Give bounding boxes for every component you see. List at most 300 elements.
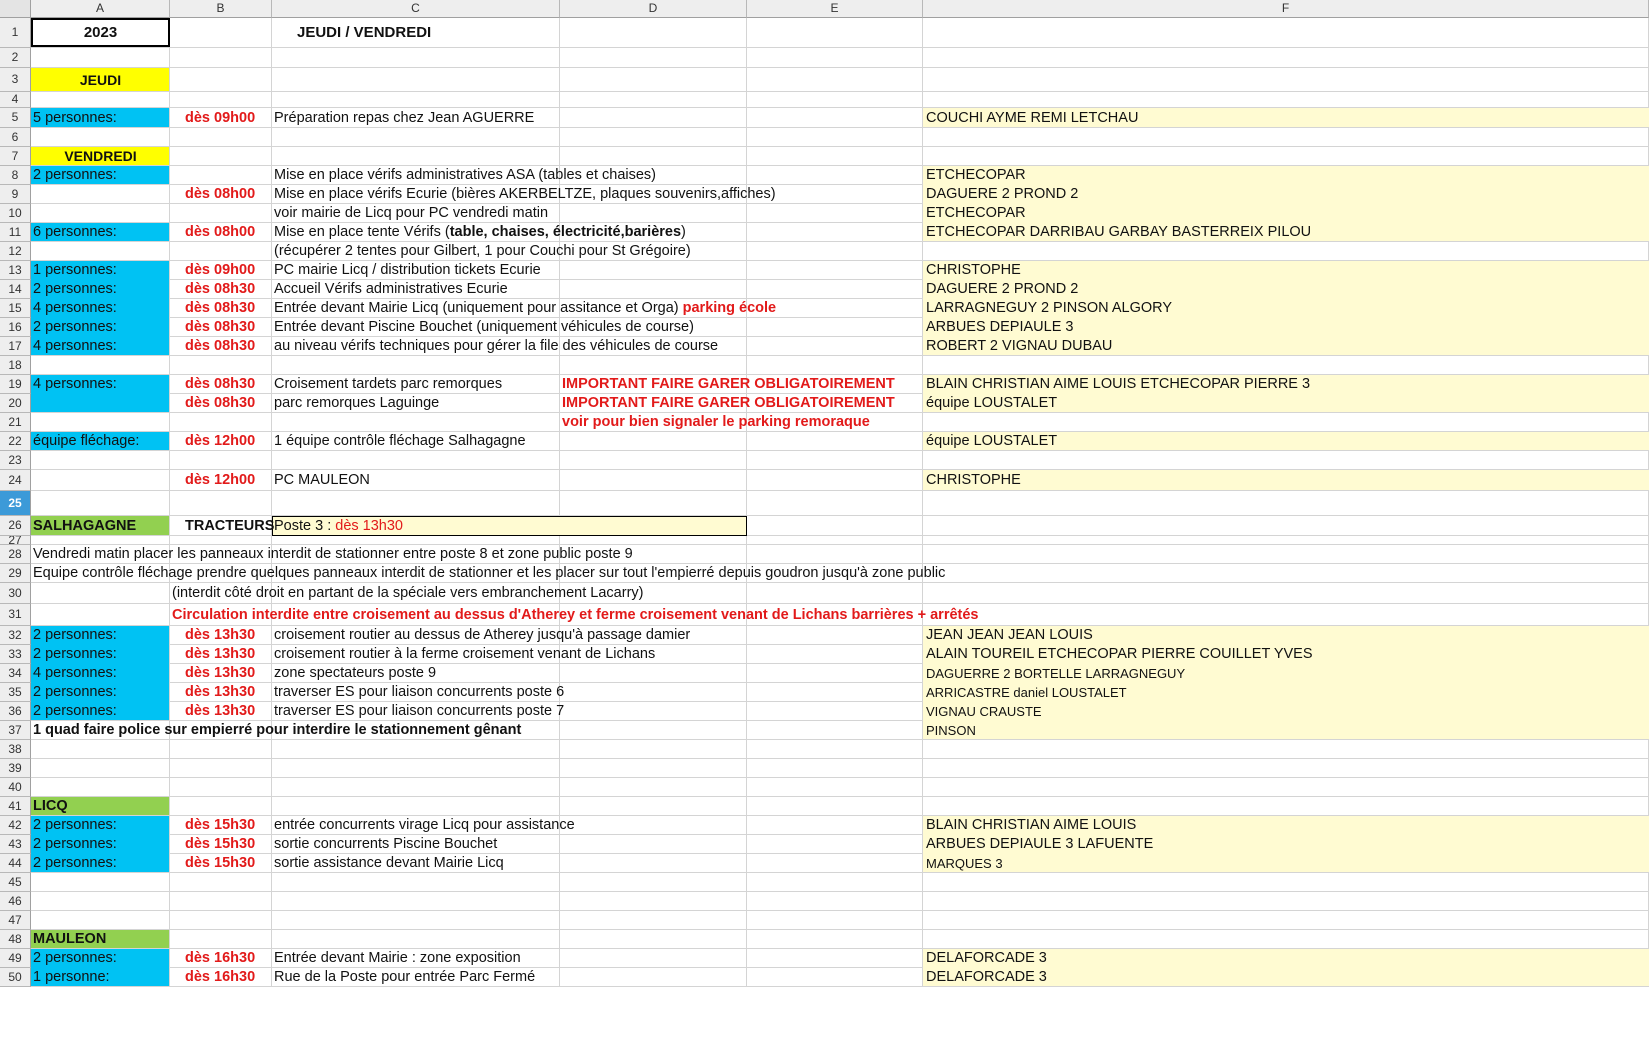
start-time: dès 08h30 bbox=[185, 300, 256, 316]
grid-cell[interactable] bbox=[923, 740, 1649, 759]
grid-cell[interactable] bbox=[272, 413, 560, 432]
assignees: PINSON bbox=[926, 723, 976, 738]
grid-cell[interactable] bbox=[560, 683, 747, 702]
row-header[interactable]: 50 bbox=[0, 968, 31, 987]
row-header[interactable]: 9 bbox=[0, 185, 31, 204]
row-header[interactable]: 44 bbox=[0, 854, 31, 873]
start-time: dès 13h30 bbox=[185, 684, 256, 700]
task-description: zone spectateurs poste 9 bbox=[274, 665, 437, 681]
row-header[interactable]: 5 bbox=[0, 108, 31, 128]
start-time: dès 09h00 bbox=[185, 262, 256, 278]
grid-cell[interactable] bbox=[31, 413, 170, 432]
row-header[interactable]: 25 bbox=[0, 491, 31, 516]
task-description: Accueil Vérifs administratives Ecurie bbox=[274, 281, 508, 297]
grid-cell[interactable] bbox=[747, 68, 923, 92]
assignees: CHRISTOPHE bbox=[926, 262, 1021, 278]
start-time: dès 08h30 bbox=[185, 281, 256, 297]
grid-cell[interactable] bbox=[272, 147, 560, 166]
row-header[interactable]: 43 bbox=[0, 835, 31, 854]
grid-cell[interactable] bbox=[272, 536, 560, 545]
grid-cell[interactable] bbox=[923, 873, 1649, 892]
grid-cell[interactable] bbox=[170, 147, 272, 166]
grid-cell[interactable] bbox=[923, 797, 1649, 816]
row-header[interactable]: 11 bbox=[0, 223, 31, 242]
row-header[interactable]: 40 bbox=[0, 778, 31, 797]
column-header-e[interactable]: E bbox=[747, 0, 923, 18]
task-description: sortie concurrents Piscine Bouchet bbox=[274, 836, 498, 852]
task-description: traverser ES pour liaison concurrents poste 6 bbox=[274, 684, 565, 700]
grid-cell[interactable] bbox=[923, 536, 1649, 545]
row-header[interactable]: 47 bbox=[0, 911, 31, 930]
grid-cell[interactable] bbox=[170, 68, 272, 92]
select-all-corner[interactable] bbox=[0, 0, 31, 18]
grid-cell[interactable] bbox=[31, 185, 170, 204]
grid-cell[interactable] bbox=[923, 911, 1649, 930]
grid-cell[interactable] bbox=[923, 356, 1649, 375]
person-count: 2 personnes: bbox=[33, 627, 117, 643]
grid-cell[interactable] bbox=[560, 128, 747, 147]
assignees: équipe LOUSTALET bbox=[926, 395, 1058, 411]
grid-cell[interactable] bbox=[170, 18, 272, 48]
start-time: dès 08h30 bbox=[185, 319, 256, 335]
grid-cell[interactable] bbox=[747, 740, 923, 759]
task-description: Rue de la Poste pour entrée Parc Fermé bbox=[274, 969, 536, 985]
task-description: voir mairie de Licq pour PC vendredi matin bbox=[274, 205, 549, 221]
grid-cell[interactable] bbox=[747, 759, 923, 778]
grid-cell[interactable] bbox=[747, 128, 923, 147]
start-time: dès 08h00 bbox=[185, 186, 256, 202]
grid-cell[interactable] bbox=[923, 491, 1649, 516]
row-header[interactable]: 6 bbox=[0, 128, 31, 147]
grid-cell[interactable] bbox=[560, 873, 747, 892]
row-header[interactable]: 24 bbox=[0, 470, 31, 491]
row-header[interactable]: 29 bbox=[0, 564, 31, 583]
start-time: dès 12h00 bbox=[185, 433, 256, 449]
grid-cell[interactable] bbox=[560, 759, 747, 778]
assignees: ETCHECOPAR bbox=[926, 167, 1026, 183]
grid-cell[interactable] bbox=[747, 854, 923, 873]
grid-cell[interactable] bbox=[560, 854, 747, 873]
task-text-bold: table, chaises, électricité,barières bbox=[449, 224, 682, 240]
row-header[interactable]: 23 bbox=[0, 451, 31, 470]
grid-cell[interactable] bbox=[31, 759, 170, 778]
grid-cell[interactable] bbox=[560, 892, 747, 911]
grid-cell[interactable] bbox=[170, 451, 272, 470]
grid-cell[interactable] bbox=[747, 432, 923, 451]
row-header[interactable]: 27 bbox=[0, 536, 31, 545]
grid-cell[interactable] bbox=[170, 356, 272, 375]
assignees: ARRICASTRE daniel LOUSTALET bbox=[926, 685, 1127, 700]
grid-cell[interactable] bbox=[560, 968, 747, 987]
start-time: dès 15h30 bbox=[185, 836, 256, 852]
grid-cell[interactable] bbox=[923, 545, 1649, 564]
grid-cell[interactable] bbox=[560, 470, 747, 491]
grid-cell[interactable] bbox=[31, 48, 170, 68]
task-description: PC mairie Licq / distribution tickets Ecurie bbox=[274, 262, 541, 278]
grid-cell[interactable] bbox=[923, 778, 1649, 797]
assignees: VIGNAU CRAUSTE bbox=[926, 704, 1042, 719]
grid-cell[interactable] bbox=[923, 451, 1649, 470]
grid-cell[interactable] bbox=[923, 48, 1649, 68]
grid-cell[interactable] bbox=[170, 536, 272, 545]
column-header-c[interactable]: C bbox=[272, 0, 560, 18]
grid-cell[interactable] bbox=[31, 583, 170, 604]
note-text: Equipe contrôle fléchage prendre quelques panneaux interdit de stationner et les placer sur tout l'empierré depuis goudron jusqu'à zone public bbox=[33, 565, 946, 581]
start-time: dès 13h30 bbox=[185, 646, 256, 662]
grid-cell[interactable] bbox=[272, 451, 560, 470]
row-header[interactable]: 33 bbox=[0, 645, 31, 664]
start-time: dès 13h30 bbox=[185, 665, 256, 681]
grid-cell[interactable] bbox=[31, 242, 170, 261]
grid-cell[interactable] bbox=[170, 413, 272, 432]
grid-cell[interactable] bbox=[747, 92, 923, 108]
start-time: dès 09h00 bbox=[185, 110, 256, 126]
grid-cell[interactable] bbox=[560, 280, 747, 299]
grid-cell[interactable] bbox=[747, 337, 923, 356]
grid-cell[interactable] bbox=[31, 470, 170, 491]
grid-cell[interactable] bbox=[923, 516, 1649, 536]
grid-cell[interactable] bbox=[747, 242, 923, 261]
grid-cell[interactable] bbox=[747, 166, 923, 185]
grid-cell[interactable] bbox=[560, 702, 747, 721]
grid-cell[interactable] bbox=[560, 204, 747, 223]
assignees: DAGUERRE 2 BORTELLE LARRAGNEGUY bbox=[926, 666, 1186, 681]
grid-cell[interactable] bbox=[923, 583, 1649, 604]
row-header[interactable]: 17 bbox=[0, 337, 31, 356]
tracteurs-label: TRACTEURS bbox=[185, 518, 275, 534]
grid-cell[interactable] bbox=[747, 626, 923, 645]
row-header[interactable]: 16 bbox=[0, 318, 31, 337]
row-header[interactable]: 20 bbox=[0, 394, 31, 413]
day-label: VENDREDI bbox=[64, 148, 137, 164]
person-count: 6 personnes: bbox=[33, 224, 117, 240]
grid-cell[interactable] bbox=[560, 930, 747, 949]
row-header[interactable]: 26 bbox=[0, 516, 31, 536]
grid-cell[interactable] bbox=[923, 147, 1649, 166]
task-description: traverser ES pour liaison concurrents poste 7 bbox=[274, 703, 565, 719]
grid-cell[interactable] bbox=[747, 583, 923, 604]
grid-cell[interactable] bbox=[170, 759, 272, 778]
grid-cell[interactable] bbox=[923, 242, 1649, 261]
grid-cell[interactable] bbox=[31, 92, 170, 108]
grid-cell[interactable] bbox=[31, 536, 170, 545]
start-time: dès 16h30 bbox=[185, 969, 256, 985]
row-header[interactable]: 21 bbox=[0, 413, 31, 432]
row-header[interactable]: 18 bbox=[0, 356, 31, 375]
task-description: PC MAULEON bbox=[274, 472, 370, 488]
grid-cell[interactable] bbox=[747, 911, 923, 930]
person-count: 2 personnes: bbox=[33, 684, 117, 700]
grid-cell[interactable] bbox=[747, 835, 923, 854]
grid-cell[interactable] bbox=[923, 413, 1649, 432]
grid-cell[interactable] bbox=[31, 451, 170, 470]
person-count: 4 personnes: bbox=[33, 665, 117, 681]
grid-cell[interactable] bbox=[747, 356, 923, 375]
row-header[interactable]: 48 bbox=[0, 930, 31, 949]
grid-cell[interactable] bbox=[747, 147, 923, 166]
assignees: ETCHECOPAR DARRIBAU GARBAY BASTERREIX PILOU bbox=[926, 224, 1312, 240]
task-description: croisement routier à la ferme croisement venant de Lichans bbox=[274, 646, 656, 662]
assignees: DELAFORCADE 3 bbox=[926, 950, 1047, 966]
grid-cell[interactable] bbox=[272, 892, 560, 911]
grid-cell[interactable] bbox=[170, 204, 272, 223]
grid-cell[interactable] bbox=[747, 280, 923, 299]
grid-cell[interactable] bbox=[170, 797, 272, 816]
grid-cell[interactable] bbox=[747, 892, 923, 911]
grid-cell[interactable] bbox=[747, 645, 923, 664]
grid-cell[interactable] bbox=[31, 778, 170, 797]
task-description: Mise en place vérifs administratives ASA (tables et chaises) bbox=[274, 167, 656, 183]
grid-cell[interactable] bbox=[923, 604, 1649, 626]
row-header[interactable]: 14 bbox=[0, 280, 31, 299]
grid-cell[interactable] bbox=[560, 721, 747, 740]
grid-cell[interactable] bbox=[747, 797, 923, 816]
sector-label: LICQ bbox=[33, 798, 68, 814]
person-count: 2 personnes: bbox=[33, 167, 117, 183]
person-count: 5 personnes: bbox=[33, 110, 117, 126]
grid-cell[interactable] bbox=[31, 491, 170, 516]
assignees-highlight bbox=[923, 470, 1649, 490]
task-description: sortie assistance devant Mairie Licq bbox=[274, 855, 504, 871]
row-header[interactable]: 10 bbox=[0, 204, 31, 223]
grid-cell[interactable] bbox=[560, 911, 747, 930]
grid-cell[interactable] bbox=[272, 873, 560, 892]
assignees: MARQUES 3 bbox=[926, 856, 1003, 871]
grid-cell[interactable] bbox=[923, 68, 1649, 92]
grid-cell[interactable] bbox=[560, 835, 747, 854]
sector-label: MAULEON bbox=[33, 931, 107, 947]
grid-cell[interactable] bbox=[923, 759, 1649, 778]
row-header[interactable]: 30 bbox=[0, 583, 31, 604]
row-header[interactable]: 19 bbox=[0, 375, 31, 394]
task-description: 1 équipe contrôle fléchage Salhagagne bbox=[274, 433, 526, 449]
task-description: Croisement tardets parc remorques bbox=[274, 376, 503, 392]
task-description bbox=[274, 223, 686, 242]
grid-cell[interactable] bbox=[170, 242, 272, 261]
grid-cell[interactable] bbox=[923, 930, 1649, 949]
grid-cell[interactable] bbox=[747, 873, 923, 892]
grid-cell[interactable] bbox=[747, 949, 923, 968]
task-text: ) bbox=[681, 224, 686, 240]
task-description: parc remorques Laguinge bbox=[274, 395, 440, 411]
person-count: 2 personnes: bbox=[33, 319, 117, 335]
quad-instruction: 1 quad faire police sur empierré pour interdire le stationnement gênant bbox=[33, 722, 522, 738]
grid-cell[interactable] bbox=[272, 68, 560, 92]
grid-cell[interactable] bbox=[923, 18, 1649, 48]
task-description: entrée concurrents virage Licq pour assistance bbox=[274, 817, 575, 833]
grid-cell[interactable] bbox=[170, 48, 272, 68]
grid-cell[interactable] bbox=[560, 451, 747, 470]
assignees: JEAN JEAN JEAN LOUIS bbox=[926, 627, 1093, 643]
assignees: ARBUES DEPIAULE 3 LAFUENTE bbox=[926, 836, 1154, 852]
person-count: 2 personnes: bbox=[33, 855, 117, 871]
sector-label: SALHAGAGNE bbox=[33, 518, 137, 534]
row-header[interactable]: 4 bbox=[0, 92, 31, 108]
important-note: IMPORTANT FAIRE GARER OBLIGATOIREMENT bbox=[562, 395, 895, 411]
grid-cell[interactable] bbox=[31, 128, 170, 147]
person-count: 2 personnes: bbox=[33, 646, 117, 662]
grid-cell[interactable] bbox=[923, 92, 1649, 108]
row-header[interactable]: 35 bbox=[0, 683, 31, 702]
grid-cell[interactable] bbox=[170, 778, 272, 797]
grid-cell[interactable] bbox=[560, 491, 747, 516]
grid-cell[interactable] bbox=[560, 18, 747, 48]
grid-cell[interactable] bbox=[923, 564, 1649, 583]
grid-cell[interactable] bbox=[747, 778, 923, 797]
column-header-d[interactable]: D bbox=[560, 0, 747, 18]
grid-cell[interactable] bbox=[560, 147, 747, 166]
row-header[interactable]: 2 bbox=[0, 48, 31, 68]
grid-cell[interactable] bbox=[560, 816, 747, 835]
person-count: 2 personnes: bbox=[33, 836, 117, 852]
grid-cell[interactable] bbox=[747, 223, 923, 242]
grid-cell[interactable] bbox=[747, 930, 923, 949]
grid-cell[interactable] bbox=[747, 204, 923, 223]
grid-cell[interactable] bbox=[747, 516, 923, 536]
grid-cell[interactable] bbox=[747, 545, 923, 564]
column-header-a[interactable]: A bbox=[31, 0, 170, 18]
person-count: 1 personne: bbox=[33, 969, 110, 985]
column-header-b[interactable]: B bbox=[170, 0, 272, 18]
grid-cell[interactable] bbox=[560, 68, 747, 92]
grid-cell[interactable] bbox=[747, 683, 923, 702]
grid-cell[interactable] bbox=[170, 92, 272, 108]
assignees: ETCHECOPAR bbox=[926, 205, 1026, 221]
grid-cell[interactable] bbox=[272, 48, 560, 68]
grid-cell[interactable] bbox=[747, 664, 923, 683]
row-header[interactable]: 39 bbox=[0, 759, 31, 778]
row-header[interactable]: 41 bbox=[0, 797, 31, 816]
row-header[interactable]: 1 bbox=[0, 18, 31, 48]
assignees: équipe LOUSTALET bbox=[926, 433, 1058, 449]
grid-cell[interactable] bbox=[272, 356, 560, 375]
grid-cell[interactable] bbox=[747, 261, 923, 280]
grid-cell[interactable] bbox=[560, 432, 747, 451]
grid-cell[interactable] bbox=[272, 759, 560, 778]
row-header[interactable]: 12 bbox=[0, 242, 31, 261]
grid-cell[interactable] bbox=[560, 536, 747, 545]
grid-cell[interactable] bbox=[560, 356, 747, 375]
grid-cell[interactable] bbox=[560, 740, 747, 759]
grid-cell[interactable] bbox=[747, 108, 923, 128]
grid-cell[interactable] bbox=[747, 721, 923, 740]
grid-cell[interactable] bbox=[272, 911, 560, 930]
row-header[interactable]: 3 bbox=[0, 68, 31, 92]
grid-cell[interactable] bbox=[170, 491, 272, 516]
grid-cell[interactable] bbox=[170, 930, 272, 949]
person-count: 1 personnes: bbox=[33, 262, 117, 278]
row-header[interactable]: 45 bbox=[0, 873, 31, 892]
start-time: dès 15h30 bbox=[185, 855, 256, 871]
start-time: dès 08h30 bbox=[185, 376, 256, 392]
row-header[interactable]: 15 bbox=[0, 299, 31, 318]
row-header[interactable]: 37 bbox=[0, 721, 31, 740]
grid-cell[interactable] bbox=[747, 48, 923, 68]
assignees: ALAIN TOUREIL ETCHECOPAR PIERRE COUILLET YVES bbox=[926, 646, 1313, 662]
row-header[interactable]: 34 bbox=[0, 664, 31, 683]
row-header[interactable]: 31 bbox=[0, 604, 31, 626]
task-description: Préparation repas chez Jean AGUERRE bbox=[274, 110, 535, 126]
grid-cell[interactable] bbox=[170, 873, 272, 892]
grid-cell[interactable] bbox=[747, 816, 923, 835]
grid-cell[interactable] bbox=[272, 930, 560, 949]
grid-cell[interactable] bbox=[560, 48, 747, 68]
grid-cell[interactable] bbox=[170, 740, 272, 759]
grid-cell[interactable] bbox=[170, 892, 272, 911]
assignees: DAGUERE 2 PROND 2 bbox=[926, 281, 1079, 297]
grid-cell[interactable] bbox=[560, 92, 747, 108]
person-count: 2 personnes: bbox=[33, 950, 117, 966]
grid-cell[interactable] bbox=[272, 92, 560, 108]
grid-cell[interactable] bbox=[170, 166, 272, 185]
grid-cell[interactable] bbox=[31, 204, 170, 223]
grid-cell[interactable] bbox=[31, 873, 170, 892]
grid-cell[interactable] bbox=[31, 892, 170, 911]
start-time: dès 08h30 bbox=[185, 395, 256, 411]
task-text: Entrée devant Mairie Licq (uniquement pour assitance et Orga) bbox=[274, 300, 679, 316]
row-header[interactable]: 38 bbox=[0, 740, 31, 759]
grid-cell[interactable] bbox=[272, 128, 560, 147]
grid-cell[interactable] bbox=[272, 778, 560, 797]
grid-cell[interactable] bbox=[31, 356, 170, 375]
grid-cell[interactable] bbox=[747, 702, 923, 721]
grid-cell[interactable] bbox=[747, 968, 923, 987]
grid-cell[interactable] bbox=[560, 261, 747, 280]
task-description: Entrée devant Mairie : zone exposition bbox=[274, 950, 521, 966]
grid-cell[interactable] bbox=[170, 911, 272, 930]
grid-cell[interactable] bbox=[747, 470, 923, 491]
row-header[interactable]: 8 bbox=[0, 166, 31, 185]
grid-cell[interactable] bbox=[747, 536, 923, 545]
row-header[interactable]: 42 bbox=[0, 816, 31, 835]
grid-cell[interactable] bbox=[560, 797, 747, 816]
task-description: au niveau vérifs techniques pour gérer la file des véhicules de course bbox=[274, 338, 719, 354]
grid-cell[interactable] bbox=[170, 128, 272, 147]
grid-cell[interactable] bbox=[31, 604, 170, 626]
grid-cell[interactable] bbox=[747, 18, 923, 48]
row-header[interactable]: 36 bbox=[0, 702, 31, 721]
person-count: équipe fléchage: bbox=[33, 433, 140, 449]
grid-cell[interactable] bbox=[560, 108, 747, 128]
grid-cell[interactable] bbox=[923, 128, 1649, 147]
grid-cell[interactable] bbox=[747, 451, 923, 470]
grid-cell[interactable] bbox=[560, 949, 747, 968]
poste-label: Poste 3 : bbox=[274, 518, 336, 534]
row-header[interactable]: 32 bbox=[0, 626, 31, 645]
person-count: 2 personnes: bbox=[33, 281, 117, 297]
warning-text: Circulation interdite entre croisement au dessus d'Atherey et ferme croisement venant de Lichans barrières + arrêtés bbox=[172, 607, 979, 623]
grid-cell[interactable] bbox=[272, 740, 560, 759]
grid-cell[interactable] bbox=[272, 491, 560, 516]
row-header[interactable]: 13 bbox=[0, 261, 31, 280]
grid-cell[interactable] bbox=[31, 911, 170, 930]
start-time: dès 08h30 bbox=[185, 338, 256, 354]
grid-cell[interactable] bbox=[747, 318, 923, 337]
row-header[interactable]: 28 bbox=[0, 545, 31, 564]
grid-cell[interactable] bbox=[747, 491, 923, 516]
row-header[interactable]: 7 bbox=[0, 147, 31, 166]
grid-cell[interactable] bbox=[31, 740, 170, 759]
grid-cell[interactable] bbox=[272, 797, 560, 816]
column-header-f[interactable]: F bbox=[923, 0, 1649, 18]
row-header[interactable]: 49 bbox=[0, 949, 31, 968]
grid-cell[interactable] bbox=[923, 892, 1649, 911]
grid-cell[interactable] bbox=[560, 664, 747, 683]
grid-cell[interactable] bbox=[560, 778, 747, 797]
row-header[interactable]: 46 bbox=[0, 892, 31, 911]
row-header[interactable]: 22 bbox=[0, 432, 31, 451]
start-time: dès 12h00 bbox=[185, 472, 256, 488]
